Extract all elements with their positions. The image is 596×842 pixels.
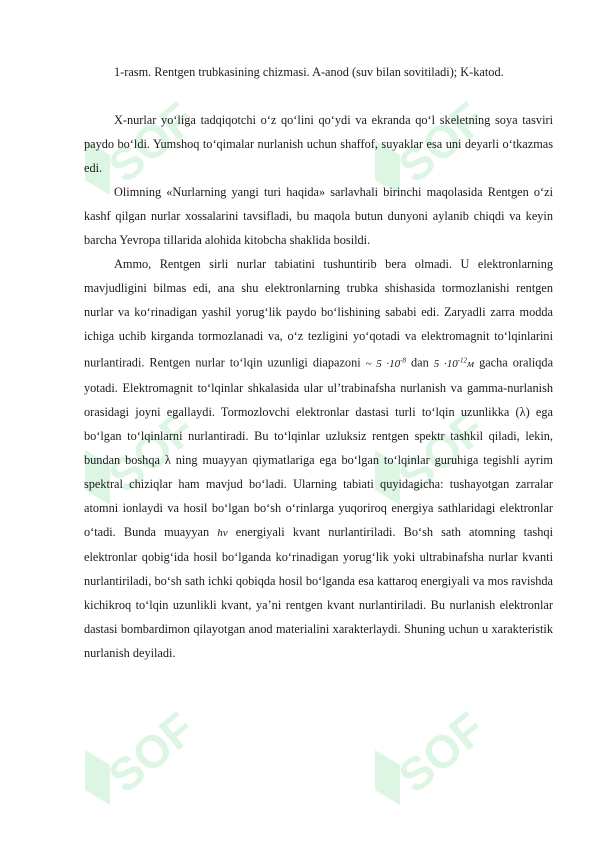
paragraph: X-nurlar yo‘liga tadqiqotchi o‘z qo‘lini qo‘ydi va ekranda qo‘l skeletning soya tasviri paydo bo‘ldi. Yumshoq to‘qimalar nurlanish uchun shaffof, suyaklar esa uni deyarli o‘tkazmas edi.	[84, 113, 553, 175]
watermark-logo	[360, 680, 500, 820]
text-run: dan	[406, 355, 434, 370]
watermark-text: SOF	[388, 701, 495, 803]
formula-exponent: -12	[457, 356, 468, 364]
formula-base: 5 ·10	[433, 357, 458, 370]
paragraph	[84, 252, 553, 665]
formula-lower-bound	[366, 358, 406, 370]
watermark-text: SOF	[98, 91, 205, 193]
text-run: gacha oraliqda yotadi. Elektromagnit to‘lqinlar shkalasida ular ul’trabinafsha nurlanish va gamma-nurlanish orasidagi joyni egallaydi. Tormozlovchi elektronlar dastasi turli to‘lqin uzunlikka (λ) ega bo‘lgan to‘lqinlarni nurlantiradi. Bu to‘lqinlar uzluksiz rentgen spektr tashkil qiladi, lekin, bundan boshqa λ ning muayyan qiymatlariga ega bo‘lgan to‘lqinlar guruhiga tegishli ayrim spektral chiziqlar ham mavjud bo‘ladi. Ularning tabiati quyidagicha: tushayotgan zarralar atomni ionlaydi va hosil bo‘lgan bo‘sh o‘rinlarga yuqoriroq energiya sathlaridagi elektronlar o‘tadi. Bunda muayyan	[84, 355, 554, 539]
watermark-text: SOF	[388, 91, 495, 193]
text-run: energiyali kvant nurlantiriladi. Bo‘sh sath atomning tashqi elektronlar qobig‘ida hosil bo‘lganda ko‘rinadigan yorug‘lik yoki ultrabinafsha nurlar kvanti nurlantiriladi, bo‘sh sath ichki qobiqda hosil bo‘lganda esa kattaroq energiyali va mos ravishda kichikroq to‘lqin uzunlikli kvant, ya’ni rentgen kvant nurlantiriladi. Bu nurlanish elektronlar dastasi bombardimon qilayotgan anod materialini xarakterlaydi. Shuning uchun u xarakteristik nurlanish deyiladi.	[84, 524, 553, 660]
figure-caption: 1-rasm. Rentgen trubkasining chizmasi. A-anod (suv bilan sovitiladi); K-katod.	[114, 65, 504, 79]
text-run: Ammo, Rentgen sirli nurlar tabiatini tushuntirib bera olmadi. U elektronlarning mavjudligini bilmas edi, ana shu elektronlarning trubka shishasida tormozlanishi rentgen nurlar va ko‘rinadigan yashil yorug‘lik paydo bo‘lishining sababi edi. Zaryadli zarra modda ichiga uchib kirganda tormozlanadi va, o‘z tezligini yo‘qotadi va elektromagnit to‘lqinlarini nurlantiradi. Rentgen nurlar to‘lqin uzunligi diapazoni	[84, 257, 553, 370]
formula-unit: м	[467, 357, 475, 370]
formula-hv: hν	[217, 526, 228, 539]
formula-base: ~ 5 ·10	[365, 357, 401, 370]
watermark-text: SOF	[98, 701, 205, 803]
watermark-logo	[70, 680, 210, 820]
paragraph: Olimning «Nurlarning yangi turi haqida» sarlavhali birinchi maqolasida Rentgen o‘zi kashf qilgan nurlar xossalarini tavsifladi, bu maqola butun dunyoni aylanib chiqdi va keyin barcha Yevropa tillarida alohida kitobcha shaklida bosildi.	[84, 185, 553, 247]
formula-exponent: -8	[400, 356, 407, 364]
watermark-text: SOF	[98, 401, 205, 503]
watermark-text: SOF	[388, 401, 495, 503]
document-body	[84, 60, 553, 665]
formula-upper-bound	[434, 358, 474, 370]
